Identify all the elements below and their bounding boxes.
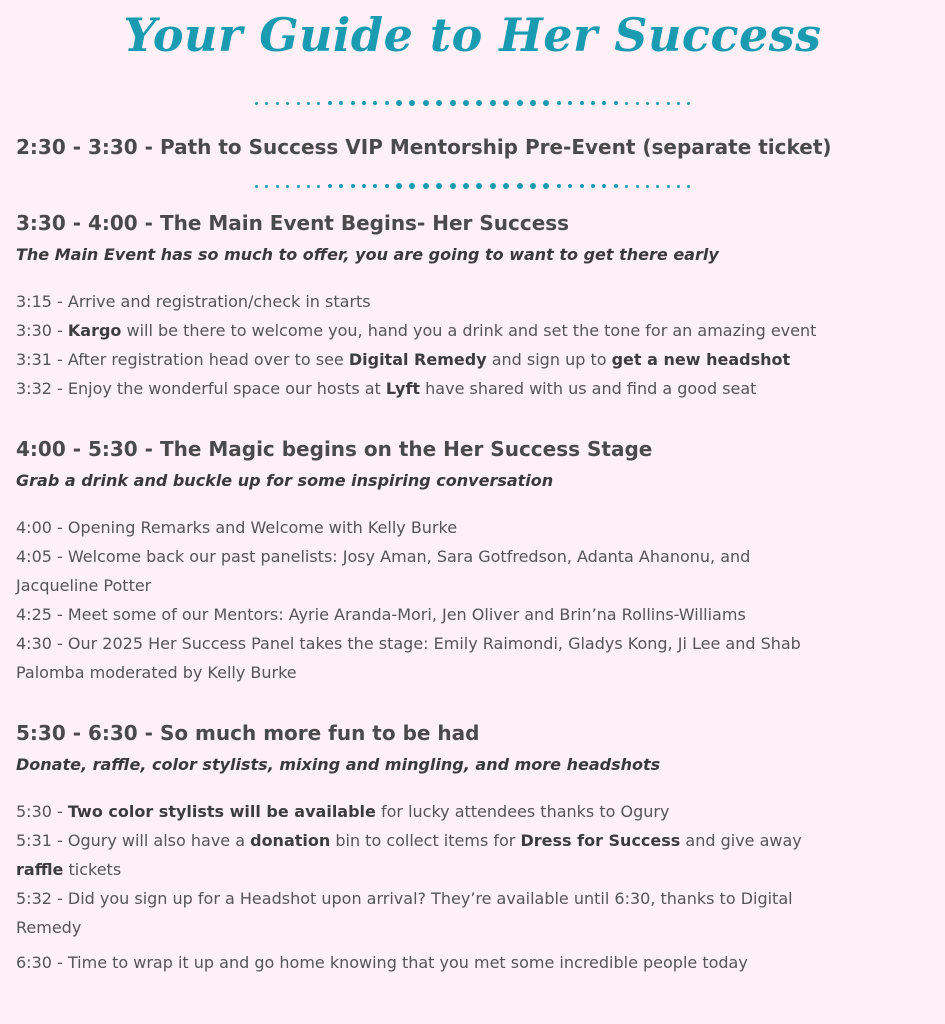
schedule-line bbox=[16, 855, 121, 884]
schedule-text: and sign up to bbox=[486, 350, 612, 369]
divider-dot bbox=[667, 102, 670, 105]
divider-dot bbox=[385, 101, 389, 105]
divider-dot bbox=[276, 185, 279, 188]
divider-dot bbox=[351, 101, 355, 105]
schedule-time: 5:30 - bbox=[16, 802, 68, 821]
schedule-text: and give away bbox=[680, 831, 802, 850]
divider-dot bbox=[646, 185, 649, 188]
divider-dot bbox=[297, 185, 300, 188]
divider-dot bbox=[656, 185, 659, 188]
schedule-time: 3:30 - bbox=[16, 321, 68, 340]
schedule-text: for lucky attendees thanks to Ogury bbox=[375, 802, 670, 821]
divider-dot bbox=[667, 185, 670, 188]
schedule-text: Arrive and registration/check in starts bbox=[67, 292, 371, 311]
highlight-text: get a new headshot bbox=[611, 350, 791, 369]
divider-dot bbox=[636, 185, 639, 188]
divider-dot bbox=[328, 101, 332, 105]
divider-dot bbox=[591, 184, 595, 188]
divider-dot bbox=[450, 100, 456, 106]
schedule-time: 4:05 - bbox=[16, 547, 68, 566]
divider-dot bbox=[677, 185, 680, 188]
divider-dot bbox=[276, 102, 279, 105]
divider-dot bbox=[602, 101, 606, 105]
divider-dot bbox=[580, 184, 584, 188]
divider-dot bbox=[265, 185, 268, 188]
divider-dot bbox=[436, 100, 442, 106]
schedule-line bbox=[16, 513, 457, 542]
schedule-time: 5:32 - bbox=[16, 889, 68, 908]
schedule-line bbox=[16, 600, 746, 629]
divider-dot bbox=[602, 184, 606, 188]
divider-dot bbox=[339, 184, 343, 188]
pre-event-heading: 2:30 - 3:30 - Path to Success VIP Mentorship Pre-Event (separate ticket) bbox=[16, 135, 832, 159]
highlight-text: donation bbox=[250, 831, 331, 850]
divider-dot bbox=[614, 184, 618, 188]
divider-dot bbox=[463, 100, 469, 106]
divider-dot bbox=[543, 183, 549, 189]
divider-dot bbox=[328, 184, 332, 188]
schedule-line bbox=[16, 316, 816, 345]
divider-dot bbox=[503, 183, 509, 189]
divider-dot bbox=[687, 185, 690, 188]
divider-dot bbox=[490, 183, 496, 189]
stage-subtitle: Grab a drink and buckle up for some inspiring conversation bbox=[16, 471, 554, 490]
schedule-line bbox=[16, 797, 669, 826]
divider-dot bbox=[423, 100, 429, 106]
divider-dot bbox=[530, 183, 536, 189]
schedule-time: 3:15 - bbox=[16, 292, 68, 311]
schedule-text: Opening Remarks and Welcome with Kelly Burke bbox=[67, 518, 458, 537]
divider-dot bbox=[687, 102, 690, 105]
schedule-text: have shared with us and find a good seat bbox=[420, 379, 757, 398]
schedule-line bbox=[16, 884, 793, 913]
schedule-text: Palomba moderated by Kelly Burke bbox=[16, 663, 297, 682]
divider-dot bbox=[362, 184, 366, 188]
divider-dot bbox=[677, 102, 680, 105]
more-fun-subtitle: Donate, raffle, color stylists, mixing and mingling, and more headshots bbox=[16, 755, 661, 774]
schedule-time: 3:31 - bbox=[16, 350, 68, 369]
divider-dot bbox=[591, 101, 595, 105]
page-title: Your Guide to Her Success bbox=[123, 8, 822, 62]
schedule-line bbox=[16, 629, 801, 658]
schedule-line bbox=[16, 826, 802, 855]
divider-dot bbox=[503, 100, 509, 106]
divider-dot bbox=[530, 100, 536, 106]
divider-dot bbox=[476, 183, 482, 189]
divider-dot bbox=[255, 185, 258, 188]
divider-dot bbox=[396, 183, 402, 189]
schedule-text: Ogury will also have a bbox=[67, 831, 251, 850]
divider-dot bbox=[423, 183, 429, 189]
schedule-text: Remedy bbox=[16, 918, 82, 937]
divider-dot bbox=[646, 102, 649, 105]
divider-dot bbox=[255, 102, 258, 105]
divider-dot bbox=[450, 183, 456, 189]
divider-dot bbox=[385, 184, 389, 188]
divider-dot bbox=[656, 102, 659, 105]
schedule-line bbox=[16, 913, 81, 942]
schedule-text: Meet some of our Mentors: Ayrie Aranda-Mori, Jen Oliver and Brin’na Rollins-Williams bbox=[67, 605, 746, 624]
divider-dot bbox=[409, 183, 415, 189]
divider-dot bbox=[339, 101, 343, 105]
divider-dot bbox=[307, 102, 310, 105]
main-event-subtitle: The Main Event has so much to offer, you are going to want to get there early bbox=[16, 245, 719, 264]
divider-dot bbox=[317, 185, 320, 188]
schedule-line bbox=[16, 374, 756, 403]
divider-dot bbox=[286, 185, 289, 188]
schedule-text: will be there to welcome you, hand you a drink and set the tone for an amazing event bbox=[121, 321, 817, 340]
highlight-text: Lyft bbox=[385, 379, 421, 398]
divider-dot bbox=[373, 184, 377, 188]
schedule-line bbox=[16, 571, 151, 600]
divider-dot bbox=[351, 184, 355, 188]
schedule-text: Jacqueline Potter bbox=[16, 576, 152, 595]
schedule-line bbox=[16, 287, 371, 316]
divider-dot bbox=[557, 101, 561, 105]
divider-dot bbox=[297, 102, 300, 105]
schedule-text: bin to collect items for bbox=[330, 831, 521, 850]
schedule-text: Did you sign up for a Headshot upon arrival? They’re available until 6:30, thanks to Digital bbox=[67, 889, 793, 908]
divider-dot bbox=[265, 102, 268, 105]
divider-dot bbox=[409, 100, 415, 106]
highlight-text: raffle bbox=[16, 860, 64, 879]
schedule-time: 4:00 - bbox=[16, 518, 68, 537]
schedule-line bbox=[16, 658, 297, 687]
schedule-time: 4:25 - bbox=[16, 605, 68, 624]
divider-dot bbox=[517, 183, 523, 189]
divider-dot bbox=[396, 100, 402, 106]
schedule-text: Time to wrap it up and go home knowing that you met some incredible people today bbox=[67, 953, 748, 972]
highlight-text: Dress for Success bbox=[520, 831, 681, 850]
schedule-text: Our 2025 Her Success Panel takes the stage: Emily Raimondi, Gladys Kong, Ji Lee and Shab bbox=[67, 634, 801, 653]
main-event-heading: 3:30 - 4:00 - The Main Event Begins- Her Success bbox=[16, 211, 570, 235]
divider-dot bbox=[568, 184, 572, 188]
schedule-text: Enjoy the wonderful space our hosts at bbox=[67, 379, 386, 398]
highlight-text: Digital Remedy bbox=[348, 350, 487, 369]
schedule-time: 6:30 - bbox=[16, 953, 68, 972]
divider-dot bbox=[307, 185, 310, 188]
divider-dot bbox=[517, 100, 523, 106]
schedule-time: 4:30 - bbox=[16, 634, 68, 653]
dotted-divider bbox=[255, 182, 691, 190]
divider-dot bbox=[557, 184, 561, 188]
schedule-time: 5:31 - bbox=[16, 831, 68, 850]
schedule-line bbox=[16, 948, 748, 977]
divider-dot bbox=[463, 183, 469, 189]
divider-dot bbox=[317, 102, 320, 105]
highlight-text: Kargo bbox=[67, 321, 122, 340]
dotted-divider bbox=[255, 99, 691, 107]
divider-dot bbox=[490, 100, 496, 106]
divider-dot bbox=[476, 100, 482, 106]
schedule-line bbox=[16, 542, 750, 571]
divider-dot bbox=[568, 101, 572, 105]
schedule-text: tickets bbox=[63, 860, 122, 879]
divider-dot bbox=[286, 102, 289, 105]
divider-dot bbox=[580, 101, 584, 105]
divider-dot bbox=[543, 100, 549, 106]
divider-dot bbox=[362, 101, 366, 105]
schedule-text: After registration head over to see bbox=[67, 350, 349, 369]
schedule-text: Welcome back our past panelists: Josy Aman, Sara Gotfredson, Adanta Ahanonu, and bbox=[67, 547, 751, 566]
more-fun-heading: 5:30 - 6:30 - So much more fun to be had bbox=[16, 721, 480, 745]
divider-dot bbox=[614, 101, 618, 105]
divider-dot bbox=[625, 102, 628, 105]
schedule-line bbox=[16, 345, 790, 374]
divider-dot bbox=[636, 102, 639, 105]
schedule-time: 3:32 - bbox=[16, 379, 68, 398]
divider-dot bbox=[436, 183, 442, 189]
highlight-text: Two color stylists will be available bbox=[67, 802, 376, 821]
divider-dot bbox=[625, 185, 628, 188]
divider-dot bbox=[373, 101, 377, 105]
stage-heading: 4:00 - 5:30 - The Magic begins on the Her Success Stage bbox=[16, 437, 653, 461]
